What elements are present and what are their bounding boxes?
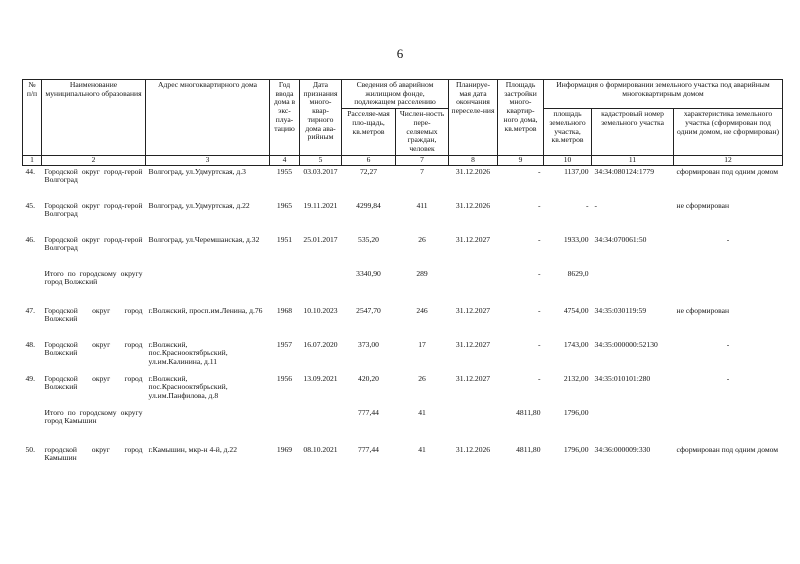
table-row	[23, 373, 783, 407]
year-cell: 1969	[276, 444, 293, 454]
empty-cell	[674, 268, 783, 305]
recognition-date-cell: 10.10.2023	[303, 305, 338, 315]
column-number: 3	[146, 155, 270, 165]
header-end-date: Планируе-мая дата окончания переселе-ния	[449, 80, 498, 156]
characteristic-cell: не сформирован	[676, 200, 730, 210]
municipality-cell: городской округ город Камышин	[44, 444, 143, 463]
column-number: 8	[449, 155, 498, 165]
cadastral-cell: 34:36:000009:330	[594, 444, 651, 454]
characteristic-cell: -	[726, 234, 730, 244]
cadastral-cell: 34:34:070061:50	[594, 234, 647, 244]
column-number: 10	[544, 155, 592, 165]
column-number: 1	[23, 155, 42, 165]
empty-cell	[300, 407, 342, 444]
resettled-area-cell: 420,20	[358, 373, 379, 383]
empty-cell	[449, 407, 498, 444]
end-date-cell: 31.12.2027	[455, 373, 491, 383]
subtotal-row	[23, 407, 783, 444]
subtotal-label: Итого по городскому округу город Волжский	[44, 268, 143, 287]
header-cadastral: кадастровый номер земельного участка	[592, 109, 674, 156]
header-land-group: Информация о формировании земельного участка под аварийным многоквартирным домом	[544, 80, 783, 109]
end-date-cell: 31.12.2026	[455, 166, 491, 176]
cadastral-cell: 34:35:000000:52130	[594, 339, 658, 349]
land-area-cell: 1796,00	[563, 444, 589, 454]
year-cell: 1955	[276, 166, 293, 176]
end-date-cell: 31.12.2027	[455, 339, 491, 349]
resettled-people-cell: 246	[416, 305, 428, 315]
row-number	[23, 407, 42, 444]
year-cell: 1957	[276, 339, 293, 349]
characteristic-cell: -	[726, 373, 730, 383]
empty-cell	[674, 407, 783, 444]
page-number: 6	[396, 46, 404, 61]
table-row	[23, 200, 783, 234]
header-address: Адрес многоквартирного дома	[146, 80, 270, 156]
row-number: 46.	[25, 234, 35, 244]
subtotal-people: 41	[418, 407, 426, 417]
resettled-area-cell: 535,20	[358, 234, 379, 244]
table-row	[23, 165, 783, 200]
subtotal-area: 777,44	[358, 407, 379, 417]
row-number	[23, 268, 42, 305]
column-number: 6	[342, 155, 396, 165]
empty-cell	[146, 407, 270, 444]
column-number: 11	[592, 155, 674, 165]
resettled-people-cell: 17	[418, 339, 426, 349]
recognition-date-cell: 16.07.2020	[303, 339, 338, 349]
cadastral-cell: 34:35:030119:59	[594, 305, 647, 315]
land-area-cell: 1933,00	[563, 234, 589, 244]
resettled-area-cell: 2547,70	[356, 305, 381, 315]
land-area-cell: 2132,00	[563, 373, 589, 383]
resettled-area-cell: 4299,84	[356, 200, 381, 210]
characteristic-cell: -	[726, 339, 730, 349]
end-date-cell: 31.12.2026	[455, 200, 491, 210]
characteristic-cell: сформирован под одним домом	[676, 444, 779, 454]
recognition-date-cell: 08.10.2021	[303, 444, 338, 454]
header-resettled-people: Числен-ность пере-селяемых граждан, человек	[396, 109, 449, 156]
resettled-people-cell: 26	[418, 373, 426, 383]
build-area-cell: 4811,80	[516, 444, 541, 454]
empty-cell	[270, 268, 300, 305]
subtotal-build-area: -	[537, 268, 541, 278]
header-build-area: Площадь застройки много-квартир-ного дома, кв.метров	[498, 80, 544, 156]
municipality-cell: Городской округ город-герой Волгоград	[44, 234, 143, 253]
header-characteristic: характеристика земельного участка (сформирован под одним домом, не сформирован)	[674, 109, 783, 156]
year-cell: 1951	[276, 234, 293, 244]
header-housing-group: Сведения об аварийном жилищном фонде, подлежащем расселению	[342, 80, 449, 109]
column-number: 9	[498, 155, 544, 165]
table-row	[23, 444, 783, 478]
address-cell: Волгоград, ул.Удмуртская, д.3	[148, 166, 246, 176]
land-area-cell: -	[585, 200, 589, 210]
resettled-people-cell: 41	[418, 444, 426, 454]
recognition-date-cell: 19.11.2021	[303, 200, 338, 210]
address-cell: г.Волжский, пос.Краснооктябрьский, ул.им.Калинина, д.11	[148, 339, 228, 367]
table-row	[23, 234, 783, 268]
resettled-area-cell: 373,00	[358, 339, 379, 349]
empty-cell	[592, 407, 674, 444]
land-area-cell: 4754,00	[563, 305, 589, 315]
address-cell: г.Волжский, пос.Краснооктябрьский, ул.им.Панфилова, д.8	[148, 373, 228, 401]
recognition-date-cell: 03.03.2017	[303, 166, 338, 176]
row-number: 45.	[25, 200, 35, 210]
table-row	[23, 339, 783, 373]
emergency-housing-table	[22, 79, 783, 478]
cadastral-cell: -	[594, 200, 598, 210]
end-date-cell: 31.12.2027	[455, 305, 491, 315]
subtotal-row	[23, 268, 783, 305]
empty-cell	[449, 268, 498, 305]
subtotal-build-area: 4811,80	[516, 407, 541, 417]
address-cell: Волгоград, ул.Черемшанская, д.32	[148, 234, 260, 244]
resettled-people-cell: 26	[418, 234, 426, 244]
resettled-people-cell: 411	[416, 200, 428, 210]
recognition-date-cell: 25.01.2017	[303, 234, 338, 244]
header-recognition-date: Дата признания много-квар-тирного дома ава-рийным	[300, 80, 342, 156]
subtotal-land-area: 8629,0	[567, 268, 589, 278]
empty-cell	[592, 268, 674, 305]
row-number: 44.	[25, 166, 35, 176]
subtotal-area: 3340,90	[356, 268, 381, 278]
subtotal-label: Итого по городскому округу город Камышин	[44, 407, 143, 426]
empty-cell	[300, 268, 342, 305]
recognition-date-cell: 13.09.2021	[303, 373, 338, 383]
build-area-cell: -	[537, 200, 541, 210]
header-resettled-area: Расселяе-мая пло-щадь, кв.метров	[342, 109, 396, 156]
year-cell: 1965	[276, 200, 293, 210]
municipality-cell: Городской округ город Волжский	[44, 373, 143, 392]
municipality-cell: Городской округ город Волжский	[44, 305, 143, 324]
year-cell: 1968	[276, 305, 293, 315]
column-number-row	[23, 155, 783, 165]
empty-cell	[146, 268, 270, 305]
subtotal-people: 289	[416, 268, 428, 278]
build-area-cell: -	[537, 234, 541, 244]
end-date-cell: 31.12.2026	[455, 444, 491, 454]
municipality-cell: Городской округ город-герой Волгоград	[44, 200, 143, 219]
year-cell: 1956	[276, 373, 293, 383]
row-number: 49.	[25, 373, 35, 383]
municipality-cell: Городской округ город Волжский	[44, 339, 143, 358]
address-cell: г.Волжский, просп.им.Ленина, д.76	[148, 305, 263, 315]
row-number: 47.	[25, 305, 35, 315]
build-area-cell: -	[537, 373, 541, 383]
table-row	[23, 305, 783, 339]
municipality-cell: Городской округ город-герой Волгоград	[44, 166, 143, 185]
header-year: Год ввода дома в экс-плуа-тацию	[270, 80, 300, 156]
row-number: 50.	[25, 444, 35, 454]
end-date-cell: 31.12.2027	[455, 234, 491, 244]
resettled-area-cell: 72,27	[359, 166, 378, 176]
characteristic-cell: не сформирован	[676, 305, 730, 315]
column-number: 4	[270, 155, 300, 165]
cadastral-cell: 34:35:010101:280	[594, 373, 651, 383]
cadastral-cell: 34:34:080124:1779	[594, 166, 655, 176]
address-cell: г.Камышин, мкр-н 4-й, д.22	[148, 444, 237, 454]
subtotal-land-area: 1796,00	[563, 407, 589, 417]
header-municipality: Наименование муниципального образования	[42, 80, 146, 156]
address-cell: Волгоград, ул.Удмуртская, д.22	[148, 200, 250, 210]
land-area-cell: 1743,00	[563, 339, 589, 349]
build-area-cell: -	[537, 305, 541, 315]
row-number: 48.	[25, 339, 35, 349]
empty-cell	[270, 407, 300, 444]
build-area-cell: -	[537, 339, 541, 349]
column-number: 12	[674, 155, 783, 165]
column-number: 5	[300, 155, 342, 165]
header-number: № п/п	[23, 80, 42, 156]
header-land-area: площадь земельного участка, кв.метров	[544, 109, 592, 156]
resettled-area-cell: 777,44	[358, 444, 379, 454]
header-row-1	[23, 80, 783, 109]
column-number: 2	[42, 155, 146, 165]
resettled-people-cell: 7	[420, 166, 424, 176]
land-area-cell: 1137,00	[564, 166, 589, 176]
characteristic-cell: сформирован под одним домом	[676, 166, 779, 176]
column-number: 7	[396, 155, 449, 165]
build-area-cell: -	[537, 166, 541, 176]
